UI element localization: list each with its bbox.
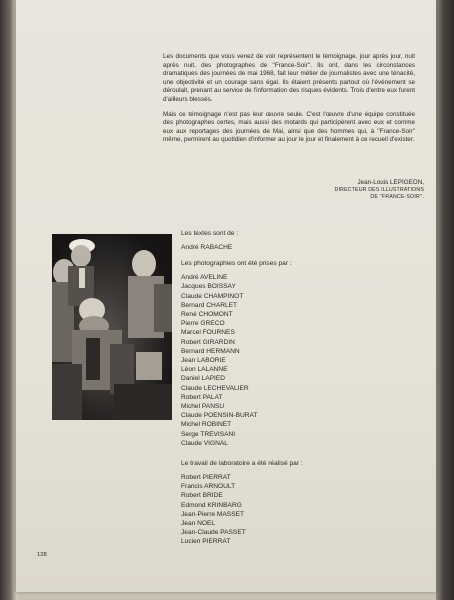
lab-technician-name: Edmond KRINBARG [181, 501, 242, 509]
photographer-name: Jacques BOISSAY [181, 283, 236, 291]
lab-technician-name: Robert PIERRAT [181, 474, 231, 482]
texts-label: Les textes sont de : [181, 230, 239, 237]
texts-author: André RABACHE [181, 244, 233, 251]
lab-technician-name: Jean-Claude PASSET [181, 529, 246, 537]
photographer-name: Pierre GRECO [181, 320, 225, 328]
laboratory-label: Le travail de laboratoire a été réalisé par : [181, 460, 303, 468]
photographer-name: Claude VIGNAL [181, 439, 228, 447]
page-edge [436, 0, 454, 600]
photographer-name: Bernard CHARLET [181, 301, 238, 309]
photographer-name: Claude POENSIN-BURAT [181, 412, 258, 420]
photographer-name: Marcel FOURNES [181, 329, 235, 337]
lab-technician-name: Jean NOEL [181, 520, 216, 528]
photographer-name: Claude LECHEVALIER [181, 384, 249, 392]
credits-section [181, 230, 421, 547]
lab-technician-name: Lucien PIERRAT [181, 538, 231, 546]
photographer-name: Léon LALANNE [181, 366, 228, 374]
signature [254, 179, 424, 200]
photographer-name: André AVELINE [181, 274, 228, 282]
photographer-name: Serge TREVISANI [181, 430, 236, 438]
intro-paragraph-2: Mais ce témoignage n'est pas leur œuvre seule. C'est l'œuvre d'une équipe constituée des photographes certes, mais aussi des motards qui participèrent avec eux et comme eux aux reportages des journées de Mai, ainsi que des hommes qui, à ''France-Soir'' même, permirent au quotidien d'informer au jour le jour et finalement à ce recueil d'exister. [163, 110, 415, 144]
intro-paragraph-1: Les documents que vous venez de voir représentent le témoignage, jour après jour, nuit après nuit, des photographes de ''France-Soir''. Ils ont, dans les circonstances dramatiques des journées de mai 1968, fait leur métier de journalistes avec une ténacité, une objectivité et un courage sans égal. Ils étaient présents partout où l'événement se déroulait, prenant au service de l'information des risques évidents. Trois d'entre eux furent d'ailleurs blessés. [163, 53, 415, 103]
intro-text [163, 53, 415, 151]
photographer-name: René CHOMONT [181, 311, 233, 319]
page-number: 128 [37, 552, 47, 558]
signature-role-1: DIRECTEUR DES ILLUSTRATIONS [334, 187, 424, 193]
lab-technician-name: Francis ARNOULT [181, 483, 236, 491]
press-photo [52, 234, 172, 420]
photographer-name: Robert PALAT [181, 393, 223, 401]
lab-technician-name: Robert BRIDE [181, 492, 223, 500]
lab-technician-name: Jean-Pierre MASSET [181, 510, 245, 518]
photographer-name: Michel ROBINET [181, 421, 232, 429]
signature-name: Jean-Louis LEPIGEON, [357, 179, 424, 186]
photographer-name: Michel PANSU [181, 403, 225, 411]
photographer-name: Daniel LAPIED [181, 375, 225, 383]
signature-role-2: DE ''FRANCE-SOIR''. [370, 193, 424, 200]
photographer-name: Robert GIRARDIN [181, 338, 235, 346]
photographer-name: Bernard HERMANN [181, 347, 240, 355]
photographer-name: Jean LABORIE [181, 357, 226, 365]
photographer-name: Claude CHAMPINOT [181, 292, 244, 300]
photographs-label: Les photographies ont été prises par : [181, 260, 292, 268]
